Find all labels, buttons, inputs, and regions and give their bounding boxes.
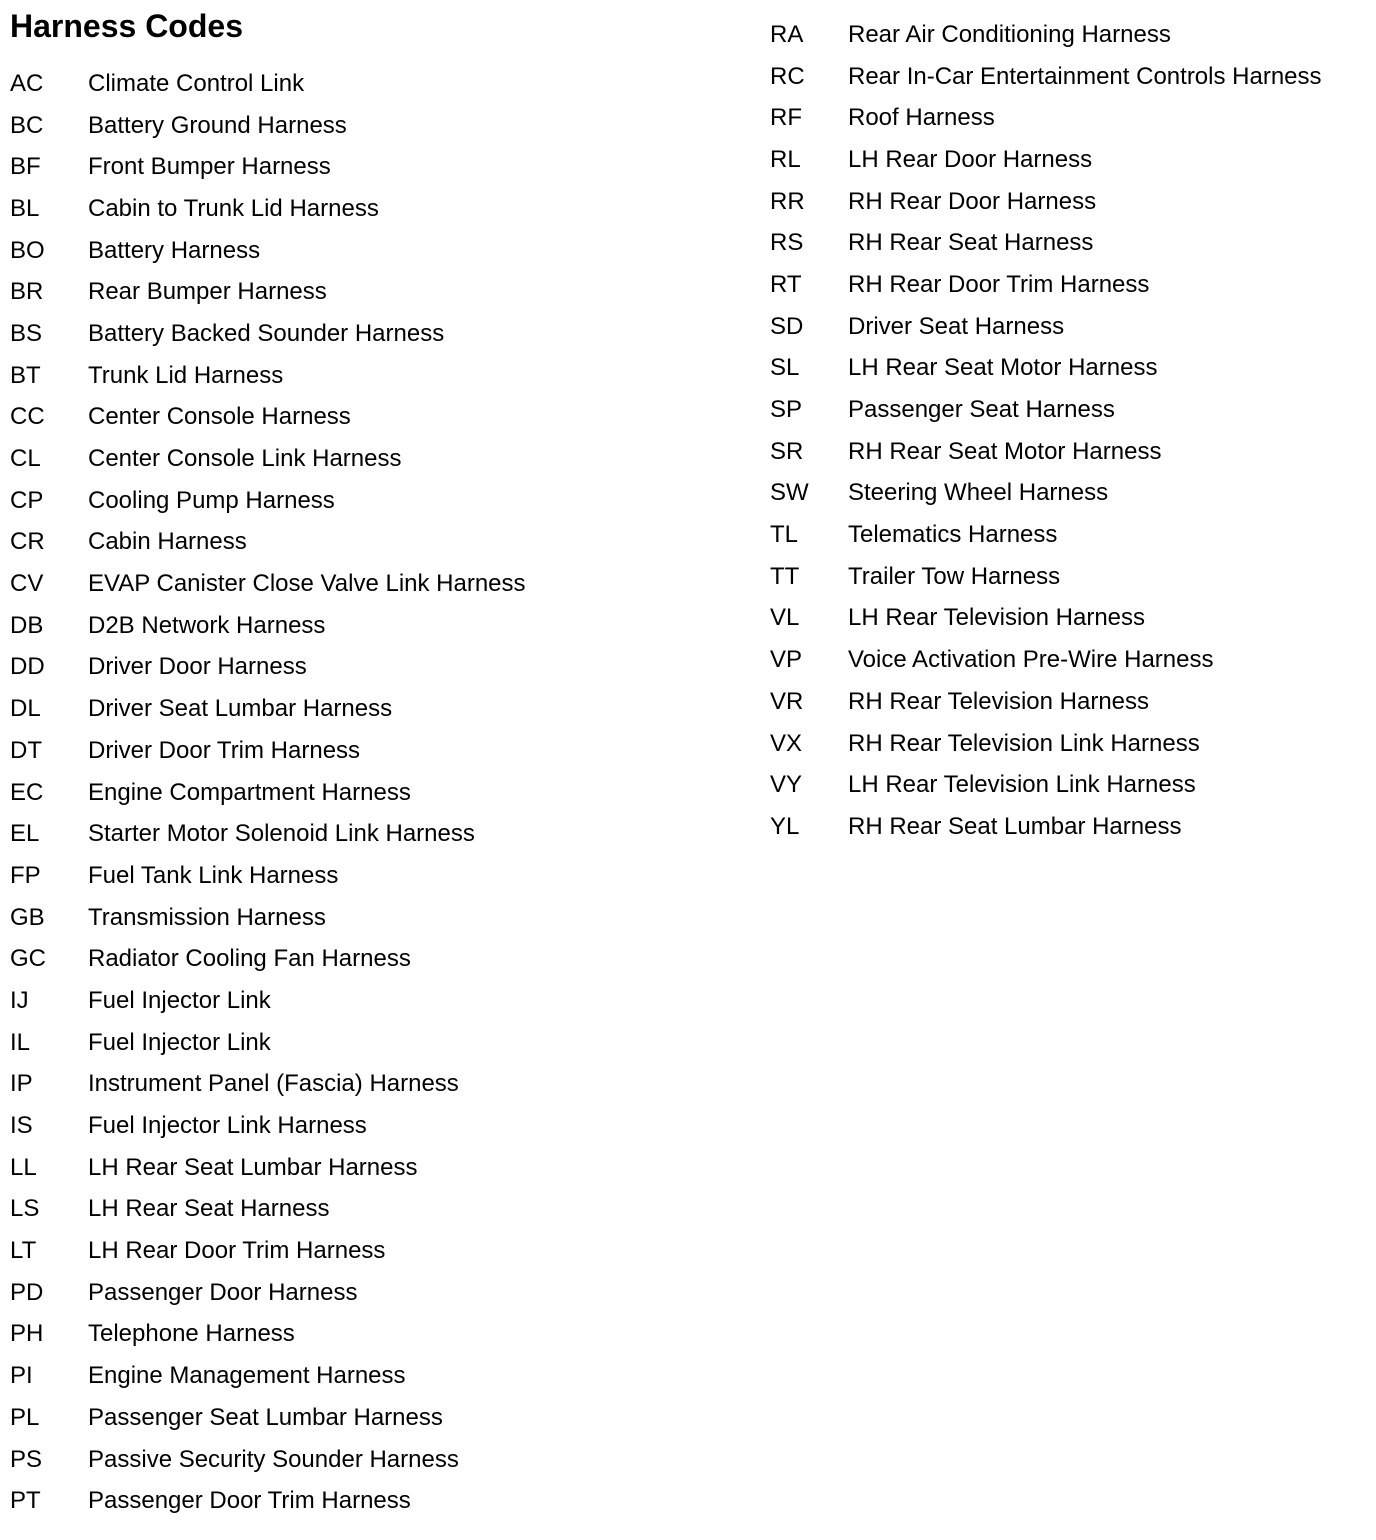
harness-description: LH Rear Television Harness <box>848 604 1146 632</box>
harness-code: RR <box>770 187 805 215</box>
harness-description: Driver Seat Harness <box>848 312 1065 340</box>
harness-description: Rear Bumper Harness <box>88 278 327 306</box>
harness-code: RS <box>770 229 804 257</box>
harness-description: D2B Network Harness <box>88 611 326 639</box>
harness-code: PH <box>10 1320 44 1348</box>
harness-code-row <box>10 813 526 855</box>
harness-code-row <box>770 181 1322 223</box>
harness-code: BT <box>10 361 41 389</box>
harness-code: DT <box>10 736 42 764</box>
harness-code: CV <box>10 570 44 598</box>
harness-code-row <box>10 63 526 105</box>
harness-code: EC <box>10 778 44 806</box>
harness-code-row <box>10 271 526 313</box>
harness-description: Voice Activation Pre-Wire Harness <box>848 646 1214 674</box>
harness-code-row <box>770 348 1322 390</box>
harness-description: LH Rear Television Link Harness <box>848 771 1196 799</box>
harness-code-row <box>10 647 526 689</box>
harness-code-row <box>770 681 1322 723</box>
page-title: Harness Codes <box>10 8 243 44</box>
harness-code: PL <box>10 1403 40 1431</box>
harness-description: RH Rear Seat Motor Harness <box>848 437 1162 465</box>
harness-code-row <box>770 764 1322 806</box>
harness-code: EL <box>10 820 40 848</box>
harness-code-row <box>770 598 1322 640</box>
harness-code-row <box>10 1064 526 1106</box>
harness-description: RH Rear Seat Lumbar Harness <box>848 812 1182 840</box>
harness-codes-right-column <box>770 14 1322 848</box>
harness-code: PD <box>10 1278 44 1306</box>
harness-code: BL <box>10 194 40 222</box>
harness-code: BC <box>10 111 44 139</box>
harness-description: RH Rear Door Trim Harness <box>848 270 1150 298</box>
harness-code: RA <box>770 20 804 48</box>
harness-code-row <box>10 146 526 188</box>
harness-description: Climate Control Link <box>88 69 305 97</box>
harness-description: Trailer Tow Harness <box>848 562 1061 590</box>
harness-description: Passive Security Sounder Harness <box>88 1445 459 1473</box>
harness-description: Battery Backed Sounder Harness <box>88 319 445 347</box>
harness-description: Driver Door Trim Harness <box>88 736 361 764</box>
harness-code-row <box>10 772 526 814</box>
harness-code-row <box>770 514 1322 556</box>
harness-code-row <box>770 389 1322 431</box>
harness-code-row <box>10 563 526 605</box>
harness-code: RF <box>770 104 802 132</box>
harness-code: BR <box>10 278 44 306</box>
harness-code: PI <box>10 1362 33 1390</box>
harness-code: PT <box>10 1487 41 1515</box>
harness-description: EVAP Canister Close Valve Link Harness <box>88 570 526 598</box>
harness-code-row <box>770 806 1322 848</box>
harness-code: PS <box>10 1445 43 1473</box>
harness-code-row <box>770 723 1322 765</box>
harness-code: RC <box>770 62 805 90</box>
harness-description: Transmission Harness <box>88 903 326 931</box>
harness-code: VR <box>770 687 804 715</box>
harness-code-row <box>10 605 526 647</box>
harness-code: BS <box>10 319 43 347</box>
harness-code: SR <box>770 437 804 465</box>
harness-code-row <box>770 264 1322 306</box>
harness-code-row <box>10 1022 526 1064</box>
harness-description: RH Rear Television Harness <box>848 687 1150 715</box>
harness-code: SL <box>770 354 800 382</box>
harness-code: DB <box>10 611 44 639</box>
harness-code-row <box>10 230 526 272</box>
harness-code: GC <box>10 945 46 973</box>
harness-code-row <box>770 14 1322 56</box>
harness-code: CL <box>10 445 41 473</box>
harness-description: Rear In-Car Entertainment Controls Harness <box>848 62 1322 90</box>
harness-description: LH Rear Door Harness <box>848 145 1093 173</box>
harness-code-row <box>10 355 526 397</box>
harness-code: CR <box>10 528 45 556</box>
harness-code: FP <box>10 861 41 889</box>
harness-code: IL <box>10 1028 31 1056</box>
harness-code-row <box>10 938 526 980</box>
harness-description: Radiator Cooling Fan Harness <box>88 945 411 973</box>
harness-code-row <box>770 56 1322 98</box>
harness-description: RH Rear Seat Harness <box>848 229 1094 257</box>
harness-code: VY <box>770 771 803 799</box>
harness-description: Fuel Injector Link Harness <box>88 1112 367 1140</box>
harness-description: Roof Harness <box>848 104 995 132</box>
harness-description: Telematics Harness <box>848 521 1058 549</box>
harness-code-row <box>770 473 1322 515</box>
harness-code: BO <box>10 236 45 264</box>
harness-code-row <box>10 397 526 439</box>
harness-code-row <box>10 1439 526 1481</box>
harness-description: Fuel Injector Link <box>88 986 271 1014</box>
harness-description: LH Rear Seat Lumbar Harness <box>88 1153 418 1181</box>
harness-code-row <box>10 188 526 230</box>
harness-description: Cooling Pump Harness <box>88 486 335 514</box>
harness-code: LS <box>10 1195 40 1223</box>
harness-code-row <box>10 1480 526 1522</box>
harness-code: LT <box>10 1237 37 1265</box>
harness-code: CC <box>10 403 45 431</box>
harness-description: Steering Wheel Harness <box>848 479 1109 507</box>
harness-code-row <box>770 556 1322 598</box>
harness-code-row <box>10 855 526 897</box>
harness-code-row <box>10 105 526 147</box>
harness-code-row <box>10 1105 526 1147</box>
harness-code-row <box>770 306 1322 348</box>
harness-description: Passenger Seat Lumbar Harness <box>88 1403 443 1431</box>
harness-code-row <box>770 139 1322 181</box>
harness-code: VL <box>770 604 800 632</box>
harness-code-row <box>10 688 526 730</box>
harness-code-row <box>770 431 1322 473</box>
harness-description: Driver Seat Lumbar Harness <box>88 695 393 723</box>
harness-code-row <box>10 980 526 1022</box>
harness-description: Passenger Door Harness <box>88 1278 358 1306</box>
harness-code: YL <box>770 812 800 840</box>
harness-code-row <box>10 313 526 355</box>
harness-code: TL <box>770 521 799 549</box>
harness-code-row <box>10 897 526 939</box>
harness-code-row <box>10 480 526 522</box>
harness-description: Rear Air Conditioning Harness <box>848 20 1171 48</box>
harness-code: SW <box>770 479 809 507</box>
harness-code-row <box>10 1355 526 1397</box>
harness-code-row <box>10 522 526 564</box>
harness-description: Passenger Seat Harness <box>848 396 1115 424</box>
harness-code-row <box>10 1272 526 1314</box>
harness-code-row <box>10 1397 526 1439</box>
harness-code: AC <box>10 69 44 97</box>
harness-description: Passenger Door Trim Harness <box>88 1487 411 1515</box>
harness-description: Instrument Panel (Fascia) Harness <box>88 1070 459 1098</box>
harness-description: Center Console Harness <box>88 403 351 431</box>
harness-description: Cabin Harness <box>88 528 247 556</box>
harness-code-row <box>10 438 526 480</box>
harness-code-row <box>770 97 1322 139</box>
harness-description: RH Rear Door Harness <box>848 187 1097 215</box>
harness-code-row <box>10 730 526 772</box>
harness-code: GB <box>10 903 45 931</box>
harness-description: Front Bumper Harness <box>88 153 331 181</box>
harness-code: RL <box>770 145 801 173</box>
harness-description: Starter Motor Solenoid Link Harness <box>88 820 475 848</box>
harness-code: VP <box>770 646 803 674</box>
harness-code-row <box>770 222 1322 264</box>
harness-description: Telephone Harness <box>88 1320 295 1348</box>
harness-description: Battery Harness <box>88 236 261 264</box>
harness-description: RH Rear Television Link Harness <box>848 729 1200 757</box>
harness-codes-left-column <box>10 63 526 1522</box>
harness-code-row <box>10 1230 526 1272</box>
harness-code: SD <box>770 312 804 340</box>
harness-code: BF <box>10 153 41 181</box>
harness-code-row <box>10 1314 526 1356</box>
harness-description: LH Rear Seat Harness <box>88 1195 330 1223</box>
harness-code: IJ <box>10 986 29 1014</box>
harness-code: TT <box>770 562 800 590</box>
harness-code: DD <box>10 653 45 681</box>
harness-code: SP <box>770 396 803 424</box>
harness-description: Trunk Lid Harness <box>88 361 284 389</box>
harness-code-row <box>10 1147 526 1189</box>
harness-description: Cabin to Trunk Lid Harness <box>88 194 379 222</box>
harness-code: DL <box>10 695 41 723</box>
harness-description: LH Rear Seat Motor Harness <box>848 354 1158 382</box>
harness-code: IS <box>10 1112 33 1140</box>
harness-code: LL <box>10 1153 37 1181</box>
harness-code: IP <box>10 1070 33 1098</box>
harness-description: Driver Door Harness <box>88 653 307 681</box>
harness-description: LH Rear Door Trim Harness <box>88 1237 386 1265</box>
harness-description: Center Console Link Harness <box>88 445 402 473</box>
harness-description: Battery Ground Harness <box>88 111 347 139</box>
harness-description: Engine Management Harness <box>88 1362 406 1390</box>
harness-code: RT <box>770 270 802 298</box>
harness-description: Engine Compartment Harness <box>88 778 411 806</box>
harness-code: VX <box>770 729 803 757</box>
harness-code: CP <box>10 486 44 514</box>
harness-description: Fuel Injector Link <box>88 1028 271 1056</box>
harness-code-row <box>770 639 1322 681</box>
harness-description: Fuel Tank Link Harness <box>88 861 339 889</box>
harness-code-row <box>10 1189 526 1231</box>
